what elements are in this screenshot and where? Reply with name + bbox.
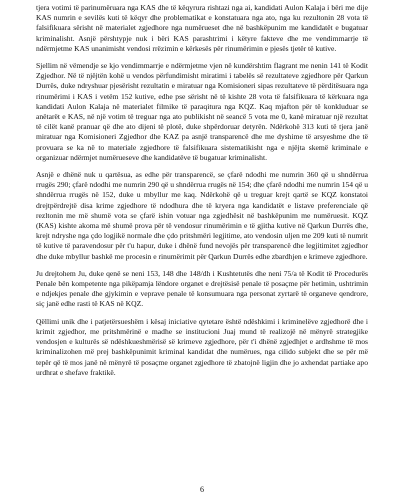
paragraph-3: Asnjë e dhënë nuk u qartësua, as edhe për transparencë, se çfarë ndodhi me numrin 360 që u shndërrua rrugës 290; çfarë ndodhi me numrin 290 që u shndërrua rrugës në 154; dhe çfarë ndodhi me numrin 154 që u shndërrua rrugës në 152, duke u mbyllur me kaq. Ndërkohë që u treguar krejt qartë se KQZ konstatoi drejtpërdrejtë disa krime zgjedhore të ndodhura dhe të kryera nga kandidatët e listave preferenciale që rezltonin me më shumë vota se çfarë ishin votuar nga zgjedhësit në bashkëpunim me numëruesit. KQZ (KAS) kishte akoma më shumë prova për të vendosur rinumërimin e të gjitha kutive në Qarkun Durrës dhe, krejt ndryshe nga çdo logjikë normale dhe çdo pritshmëri legjitime, ato vendosin uljen me 209 kuti të numrit të kutive të paravendosur për t'u hapur, duke i dhënë fund nevojës për transparencë dhe legjitimitet zgjedhor dhe duke mbyllur bashkë me procesin e rinumërimit për Qarkun Durrës edhe zbardhjen e krimeve zgjedhore. [36, 170, 368, 261]
paragraph-5: Qëllimi unik dhe i patjetërsueshëm i kësaj iniciative qytetare është ndëshkimi i kriminelëve zgjedhorë dhe i krimit zgjedhor, me pritshmërinë e madhe se institucioni Juaj mund të realizojë në mënyrë strategjike vendosjen e kulturës së ndëshkueshmërisë së krimeve zgjedhore, për t'i dhënë zgjedhjet e ardhshme të mos kriminalizohen më prej bashkëpunimit kriminal kandidat dhe numërues, nga cilido subjekt dhe se për më tepër që të mos janë në mënyrë të posaçme organet zgjedhore të zbatojnë ligjin dhe jo axhendat partiake apo urdhrat e shefave fraktikë. [36, 316, 368, 377]
page-number: 6 [200, 485, 204, 494]
paragraph-4: Ju drejtohem Ju, duke qenë se neni 153, 148 dhe 148/dh i Kushtetutës dhe neni 75/a të Kodit të Procedurës Penale bën kompetente nga pikëpamja lëndore organet e drejtësisë penale të posaçme për hetimin, ushtrimin e ndjekjes penale dhe gjykimin e veprave penale të konsumuara nga personat zyrtarë të organeve qendrore, siç janë edhe rasti të KAS në KQZ. [36, 268, 368, 309]
paragraph-1: tjera votimi të parinumëruara nga KAS dhe të këqyrura rishtazi nga ai, kandidati Aulon Kalaja i bëri me dije KAS numrin e sevilës kuti të këqyr dhe problematikat e konstatuara nga ato, nga ku rezultonin 28 vota të falsifikuara sërisht në materialet zgjedhore nga numërueset dhe në bashkëpunim me kandidatët e bugatuar kriminalisht. Asnjë përshtypje nuk i bëri KAS parashtrimi i këtyre fakteve dhe me vendimmarrje të ndërmjetme KAS unanimisht vendosi rrëzimin e kërkesës për rinumërimin e pjesës tjetër të kutive. [36, 3, 368, 53]
paragraph-2: Sjellim në vëmendje se kjo vendimmarrje e ndërmjetme vjen në kundërshtim flagrant me nenin 141 të Kodit Zgjedhor. Në të njëjtën kohë u vendos përfundimisht miratimi i tabelës së rezultateve zgjedhore për Qarkun Durrës, duke ndryshuar pjesërisht rezultatin e miratuar nga Komisioneri sipas rezultateve të përditësuara nga rinumërimi i KAS i vetëm 152 kutive, edhe pse sërisht në të kishte 28 vota të falsifikuara të kërkuara nga kandidati Aulon Kalaja në materialet filmike të paraqitura nga KQZ. Kaq mjafton për të konkluduar se anëtarët e KAS, në një votim të treguar nga ato publikisht në seancë 5 vota me 0, kanë miratuar një rezultat të cilët kanë pranuar që dhe ato dijeni të plotë, duke shpërdoruar detyrën. Ndërkohë 313 kuti të tjera janë miratuar nga Komisioneri Zgjedhor dhe KAZ pa asnjë transparencë dhe me dyshime të arsyeshme dhe të provuara se ka në to materiale zgjedhore të falsifikuara sistematikisht nga e njëjta skemë kriminale e organizuar ndërmjet numërueseve dhe kandidatëve të bugatuar kriminalisht. [36, 61, 368, 162]
